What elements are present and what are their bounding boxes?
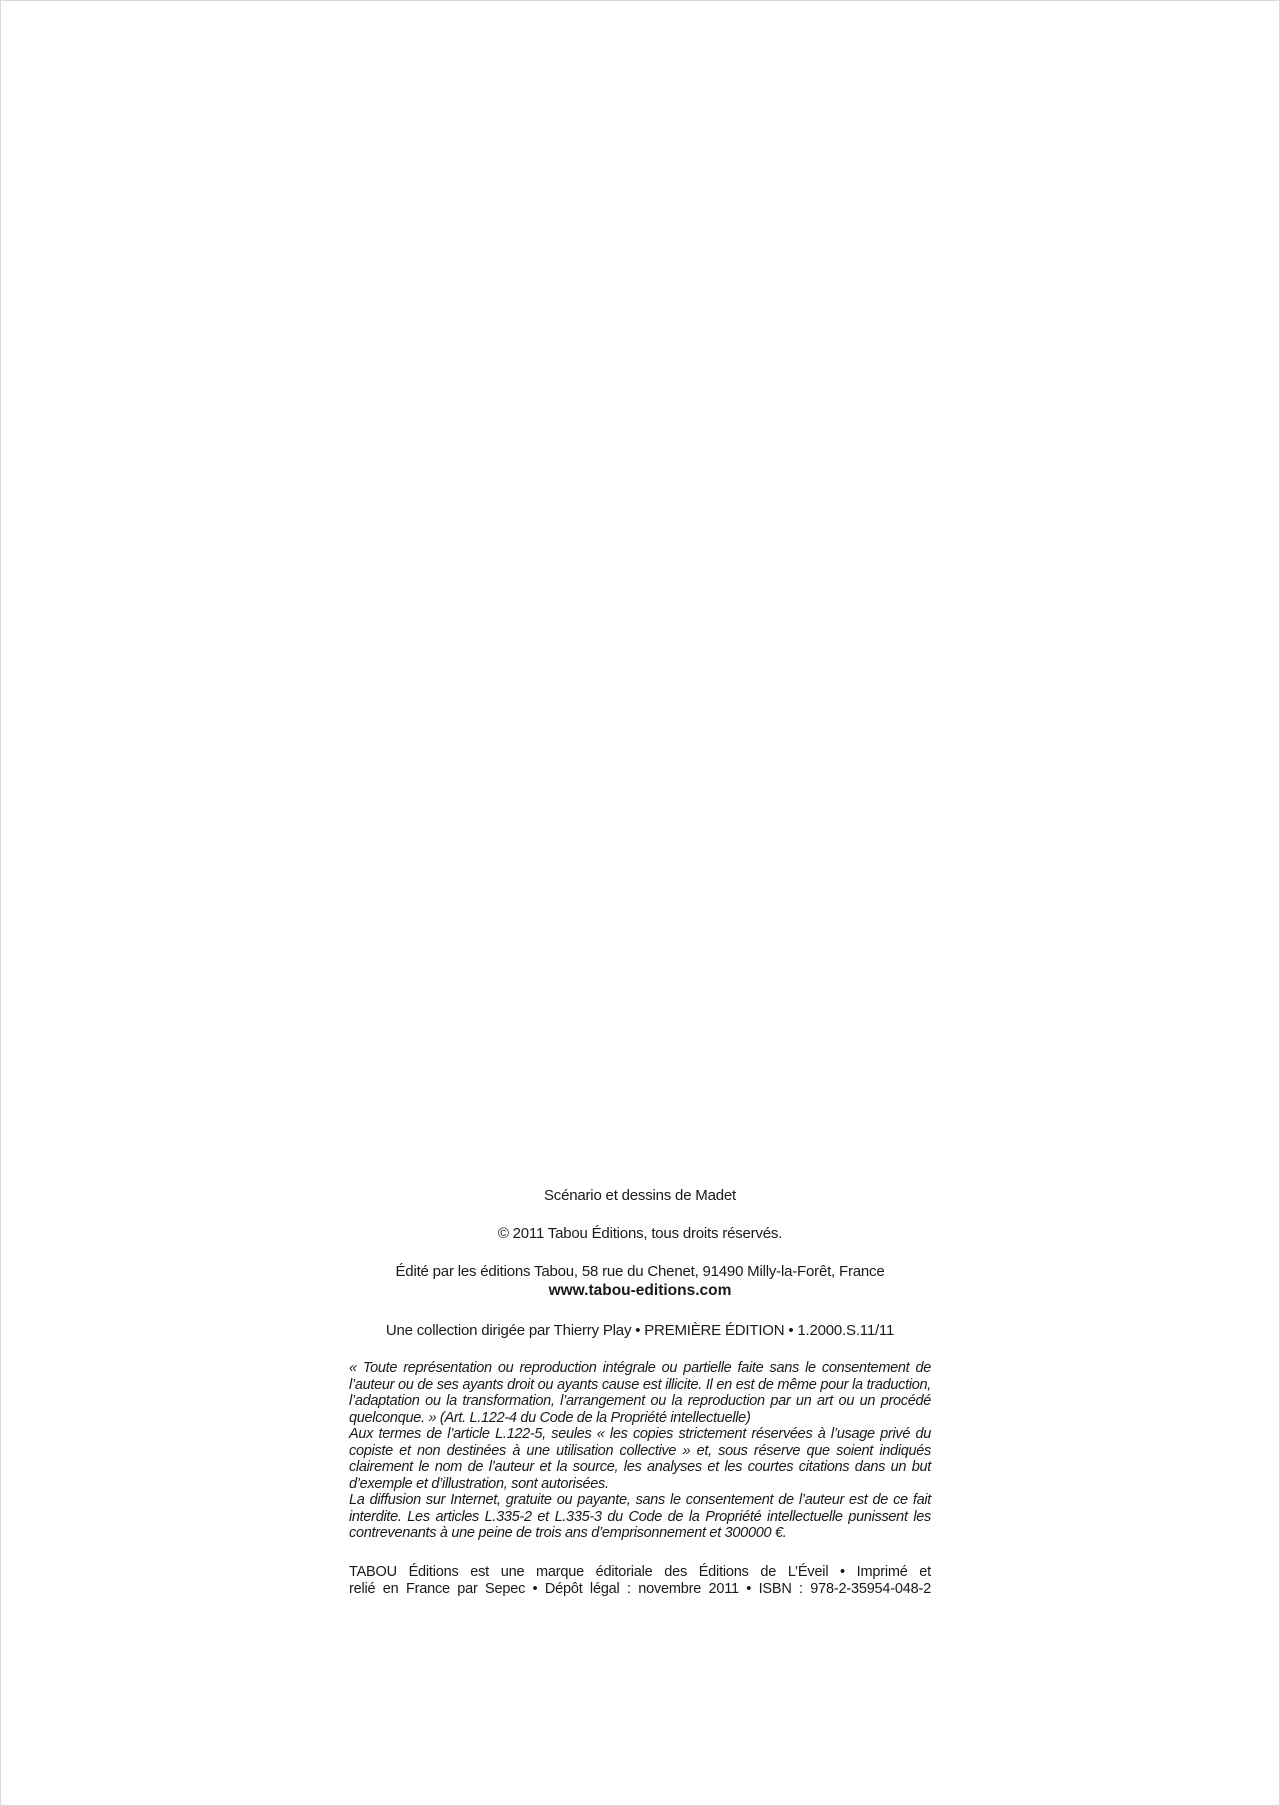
legal-notice-paragraph: La diffusion sur Internet, gratuite ou payante, sans le consentement de l’auteur est de ce fait interdite. Les articles L.335-2 et L.335-3 du Code de la Propriété intellectuelle punissent les contrevenants à une peine de trois ans d’emprisonnement et 300000 €.	[349, 1492, 931, 1541]
legal-notice-paragraph: « Toute représentation ou reproduction intégrale ou partielle faite sans le consentement de l’auteur ou de ses ayants droit ou ayants cause est illicite. Il en est de même pour la traduction, l’adaptation ou la transformation, l’arrangement ou la reproduction par un art ou un procédé quelconque. » (Art. L.122-4 du Code de la Propriété intellectuelle)	[349, 1360, 931, 1426]
website-link[interactable]: www.tabou-editions.com	[548, 1282, 732, 1299]
imprint-block	[349, 1564, 931, 1598]
copyright-line: © 2011 Tabou Éditions, tous droits réservés.	[497, 1225, 783, 1242]
imprint-line: TABOU Éditions est une marque éditoriale des Éditions de L’Éveil • Imprimé et	[349, 1563, 931, 1580]
imprint-line: relié en France par Sepec • Dépôt légal : novembre 2011 • ISBN : 978-2-35954-048-2	[349, 1580, 931, 1597]
publisher-line: Édité par les éditions Tabou, 58 rue du Chenet, 91490 Milly-la-Forêt, France	[395, 1263, 885, 1280]
credit-line: Scénario et dessins de Madet	[543, 1187, 736, 1204]
legal-notice-paragraph: Aux termes de l’article L.122-5, seules « les copies strictement réservées à l’usage privé du copiste et non destinées à une utilisation collective » et, sous réserve que soient indiqués clairement le nom de l’auteur et la source, les analyses et les courtes citations dans un but d’exemple et d’illustration, sont autorisées.	[349, 1426, 931, 1492]
collection-line: Une collection dirigée par Thierry Play • PREMIÈRE ÉDITION • 1.2000.S.11/11	[385, 1322, 895, 1339]
colophon	[349, 1186, 931, 1598]
